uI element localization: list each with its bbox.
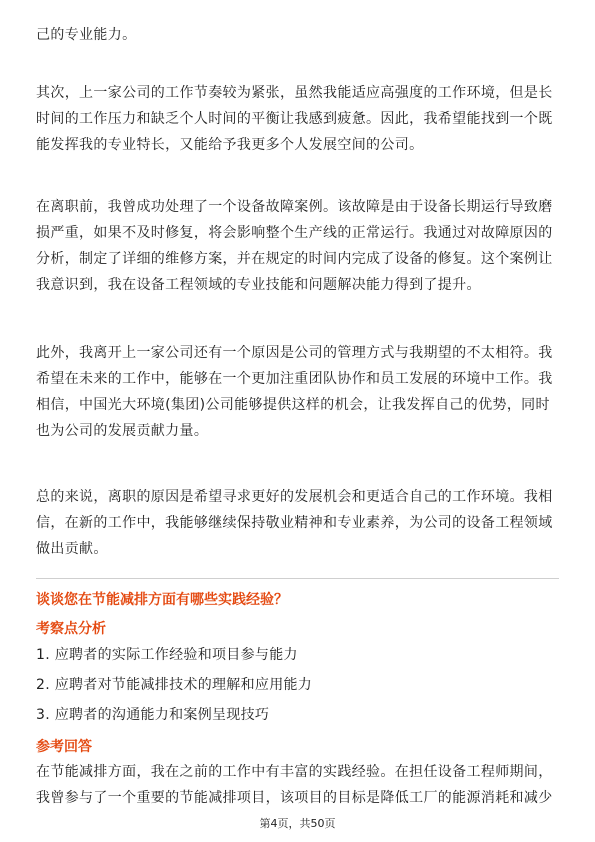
analysis-item: 1. 应聘者的实际工作经验和项目参与能力: [36, 647, 298, 663]
text-line: 相信，中国光大环境(集团)公司能够提供这样的机会，让我发挥自己的优势，同时: [36, 397, 550, 413]
text-line: 在节能减排方面，我在之前的工作中有丰富的实践经验。在担任设备工程师期间，: [36, 764, 553, 780]
text-line: 在离职前，我曾成功处理了一个设备故障案例。该故障是由于设备长期运行导致磨: [36, 199, 553, 215]
answer-body: [36, 759, 559, 811]
analysis-item: 2. 应聘者对节能减排技术的理解和应用能力: [36, 677, 313, 693]
analysis-item: 3. 应聘者的沟通能力和案例呈现技巧: [36, 707, 270, 723]
question-title: 谈谈您在节能减排方面有哪些实践经验？: [36, 592, 288, 608]
paragraph-equipment-case: [36, 194, 559, 298]
text-line: 我曾参与了一个重要的节能减排项目，该项目的目标是降低工厂的能源消耗和减少: [36, 790, 553, 806]
analysis-heading: 考察点分析: [36, 621, 106, 637]
text-line: 损严重，如果不及时修复，将会影响整个生产线的正常运行。我通过对故障原因的: [36, 225, 553, 241]
paragraph-summary: [36, 484, 559, 562]
paragraph-second-reason: [36, 80, 559, 158]
text-line: 总的来说，离职的原因是希望寻求更好的发展机会和更适合自己的工作环境。我相: [36, 489, 553, 505]
paragraph-management-reason: [36, 340, 559, 444]
text-line: 能发挥我的专业特长，又能给予我更多个人发展空间的公司。: [36, 137, 424, 153]
answer-heading: 参考回答: [36, 739, 92, 755]
text-line: 也为公司的发展贡献力量。: [36, 423, 209, 439]
text-line: 时间的工作压力和缺乏个人时间的平衡让我感到疲惫。因此，我希望能找到一个既: [36, 111, 553, 127]
text-line: 其次，上一家公司的工作节奏较为紧张，虽然我能适应高强度的工作环境，但是长: [36, 85, 553, 101]
text-line: 我意识到，我在设备工程领域的专业技能和问题解决能力得到了提升。: [36, 277, 481, 293]
page-number-footer: 第4页，共50页: [259, 817, 336, 830]
text-line: 希望在未来的工作中，能够在一个更加注重团队协作和员工发展的环境中工作。我: [36, 371, 553, 387]
text-line: 此外，我离开上一家公司还有一个原因是公司的管理方式与我期望的不太相符。我: [36, 345, 553, 361]
text-line: 信，在新的工作中，我能够继续保持敬业精神和专业素养，为公司的设备工程领域: [36, 515, 553, 531]
text-line: 做出贡献。: [36, 541, 108, 557]
paragraph-intro-tail: [36, 22, 559, 48]
text-line: 己的专业能力。: [36, 27, 137, 43]
section-divider: [36, 578, 559, 579]
text-line: 分析，制定了详细的维修方案，并在规定的时间内完成了设备的修复。这个案例让: [36, 251, 553, 267]
